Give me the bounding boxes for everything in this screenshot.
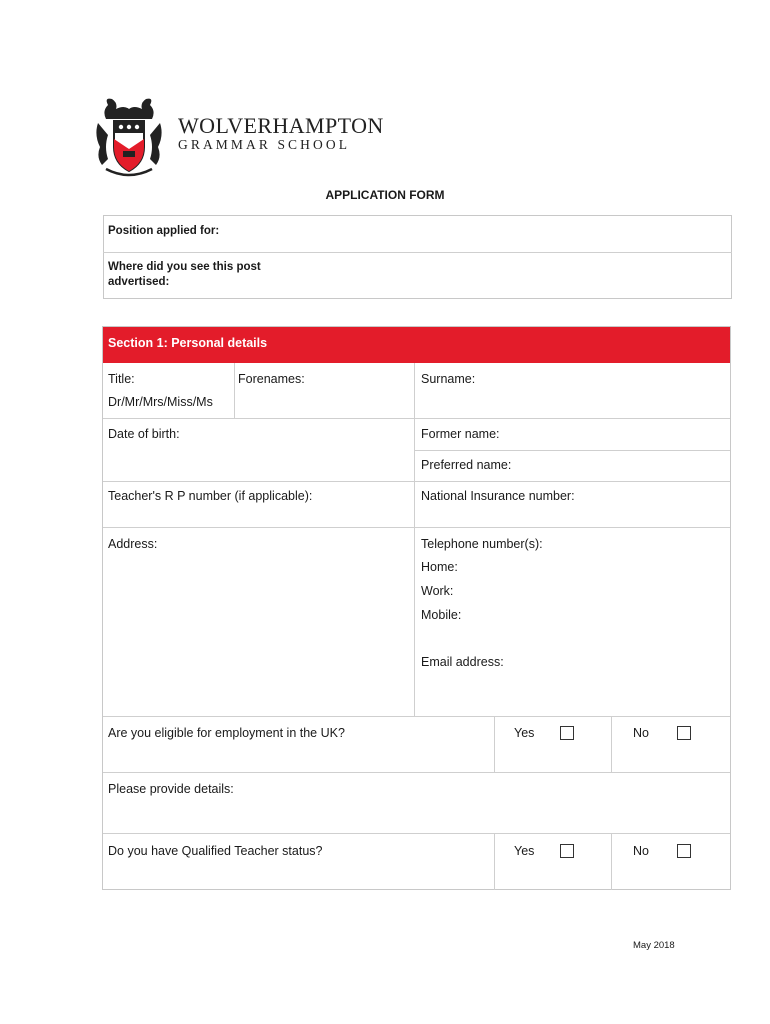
divider	[103, 772, 730, 773]
position-applied-label: Position applied for:	[108, 225, 220, 237]
mobile-phone-label: Mobile:	[421, 608, 462, 622]
eligibility-question: Are you eligible for employment in the UK?	[108, 726, 345, 740]
qts-yes-checkbox[interactable]	[560, 844, 574, 858]
eligibility-no-label: No	[633, 726, 649, 740]
qts-question: Do you have Qualified Teacher status?	[108, 844, 323, 858]
divider	[103, 252, 732, 253]
dob-label: Date of birth:	[108, 427, 180, 441]
title-options: Dr/Mr/Mrs/Miss/Ms	[108, 395, 213, 409]
home-phone-label: Home:	[421, 560, 458, 574]
section-heading: Section 1: Personal details	[108, 336, 268, 350]
advert-source-label-line2: advertised:	[108, 276, 170, 288]
surname-label: Surname:	[421, 372, 476, 386]
personal-details-table	[102, 326, 731, 890]
qts-yes-label: Yes	[514, 844, 535, 858]
school-subtitle: GRAMMAR SCHOOL	[178, 137, 351, 152]
section-header	[103, 327, 730, 363]
email-label: Email address:	[421, 655, 504, 669]
title-label: Title:	[108, 372, 135, 386]
eligibility-yes-label: Yes	[514, 726, 535, 740]
address-label: Address:	[108, 537, 158, 551]
eligibility-no-checkbox[interactable]	[677, 726, 691, 740]
divider	[103, 716, 730, 717]
divider	[414, 450, 730, 451]
telephone-label: Telephone number(s):	[421, 537, 543, 551]
ni-number-label: National Insurance number:	[421, 489, 575, 503]
details-label: Please provide details:	[108, 782, 234, 796]
divider	[611, 716, 612, 772]
form-title: APPLICATION FORM	[325, 188, 445, 202]
trp-number-label: Teacher's R P number (if applicable):	[108, 489, 313, 503]
qts-no-label: No	[633, 844, 649, 858]
divider	[494, 833, 495, 890]
divider	[103, 481, 730, 482]
former-name-label: Former name:	[421, 427, 500, 441]
divider	[103, 833, 730, 834]
divider	[234, 363, 235, 418]
divider	[611, 833, 612, 890]
divider	[494, 716, 495, 772]
forenames-label: Forenames:	[238, 372, 305, 386]
divider	[103, 418, 730, 419]
divider	[414, 363, 415, 716]
advert-source-label-line1: Where did you see this post	[108, 261, 261, 273]
divider	[103, 527, 730, 528]
footer-date: May 2018	[633, 940, 675, 951]
work-phone-label: Work:	[421, 584, 454, 598]
qts-no-checkbox[interactable]	[677, 844, 691, 858]
preferred-name-label: Preferred name:	[421, 458, 512, 472]
eligibility-yes-checkbox[interactable]	[560, 726, 574, 740]
school-name: WOLVERHAMPTON	[178, 113, 384, 138]
school-crest-logo	[94, 95, 164, 179]
